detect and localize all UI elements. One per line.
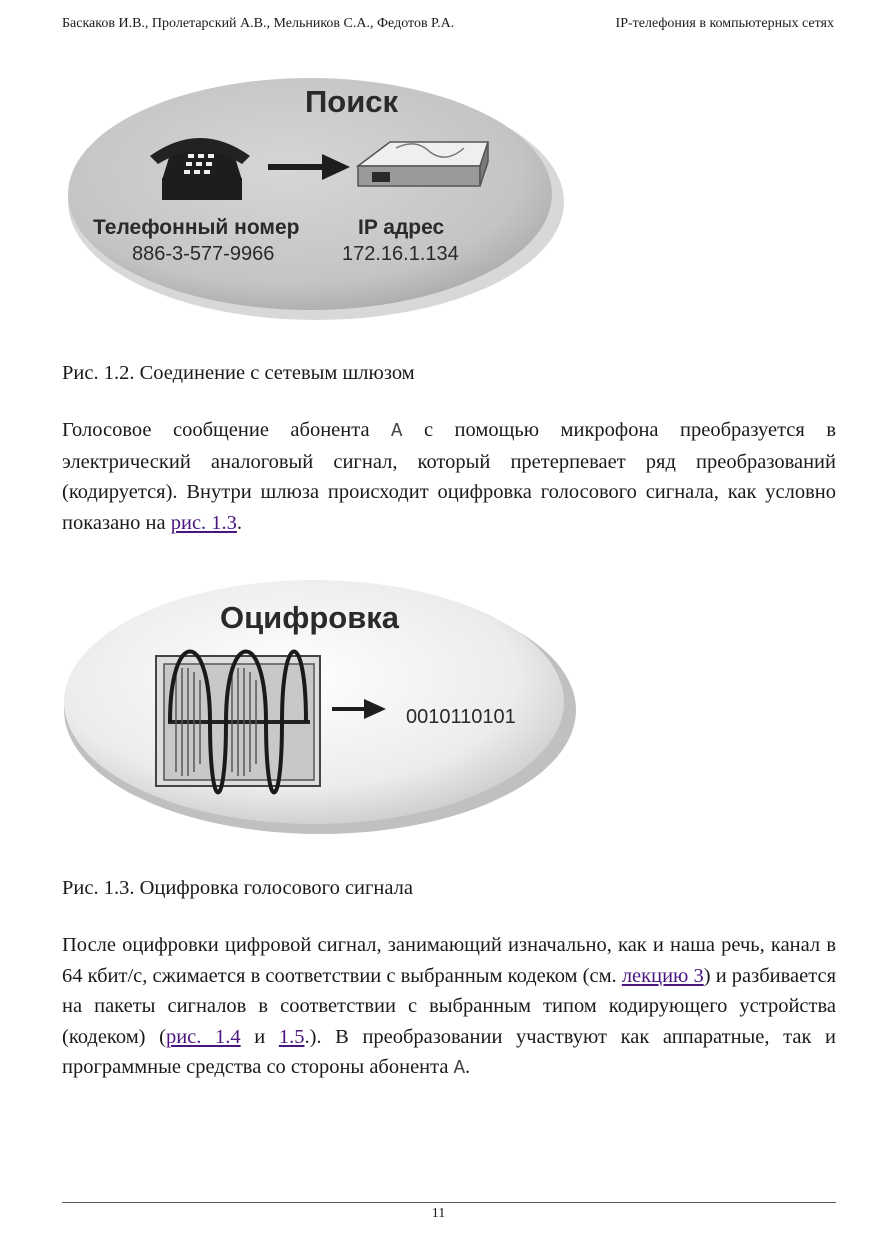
figure-heading: Оцифровка: [220, 600, 400, 635]
header-title: IP-телефония в компьютерных сетях: [615, 16, 834, 31]
footer-divider: [62, 1202, 836, 1203]
phone-number-value: 886-3-577-9966: [132, 243, 275, 265]
ip-address-value: 172.16.1.134: [342, 243, 459, 265]
figure-digitizing: [60, 568, 590, 840]
figure-link[interactable]: 1.5: [278, 1025, 305, 1048]
paragraph-text: ) и разбивается на пакеты сигналов в соответствии с выбранным типом кодирующего устройства (кодеком) (: [62, 964, 836, 1048]
subscriber-code: A: [391, 420, 403, 442]
paragraph-text: и: [240, 1025, 279, 1048]
ip-address-label: IP адрес: [358, 216, 445, 239]
paragraph-text: .: [236, 511, 243, 534]
paragraph-text: После оцифровки цифровой сигнал, занимающий изначально, как и наша речь, канал в 64 кбит/с, сжимается в соответствии с выбранным кодеком (см.: [62, 934, 836, 987]
digital-bits: 0010110101: [406, 706, 516, 728]
figure-caption: Рис. 1.2. Соединение с сетевым шлюзом: [62, 362, 415, 384]
subscriber-code: A: [453, 1057, 465, 1079]
header-authors: Баскаков И.В., Пролетарский А.В., Мельников С.А., Федотов Р.А.: [62, 16, 455, 31]
paragraph-text: Голосовое сообщение абонента: [62, 419, 392, 441]
figure-link[interactable]: рис. 1.4: [165, 1025, 241, 1048]
figure-heading: Поиск: [305, 84, 399, 119]
paragraph-compression: [62, 930, 836, 1084]
figure-search: [60, 68, 580, 330]
analog-wave-icon: [156, 652, 320, 793]
paragraph-voice-digitizing: [62, 415, 836, 538]
paragraph-text: .: [464, 1056, 471, 1078]
paragraph-text: .). В преобразовании участвуют как аппаратные, так и программные средства со стороны абонента: [62, 1025, 836, 1078]
lecture-link[interactable]: лекцию 3: [621, 964, 704, 987]
figure-link[interactable]: рис. 1.3: [170, 511, 237, 534]
page-number: 11: [431, 1206, 446, 1221]
phone-number-label: Телефонный номер: [93, 216, 300, 239]
figure-caption: Рис. 1.3. Оцифровка голосового сигнала: [62, 877, 414, 899]
paragraph-text: с помощью микрофона преобразуется в электрический аналоговый сигнал, который претерпевает ряд преобразований (кодируется). Внутри шлюза происходит оцифровка голосового сигнала, как условно показано на: [62, 419, 836, 534]
